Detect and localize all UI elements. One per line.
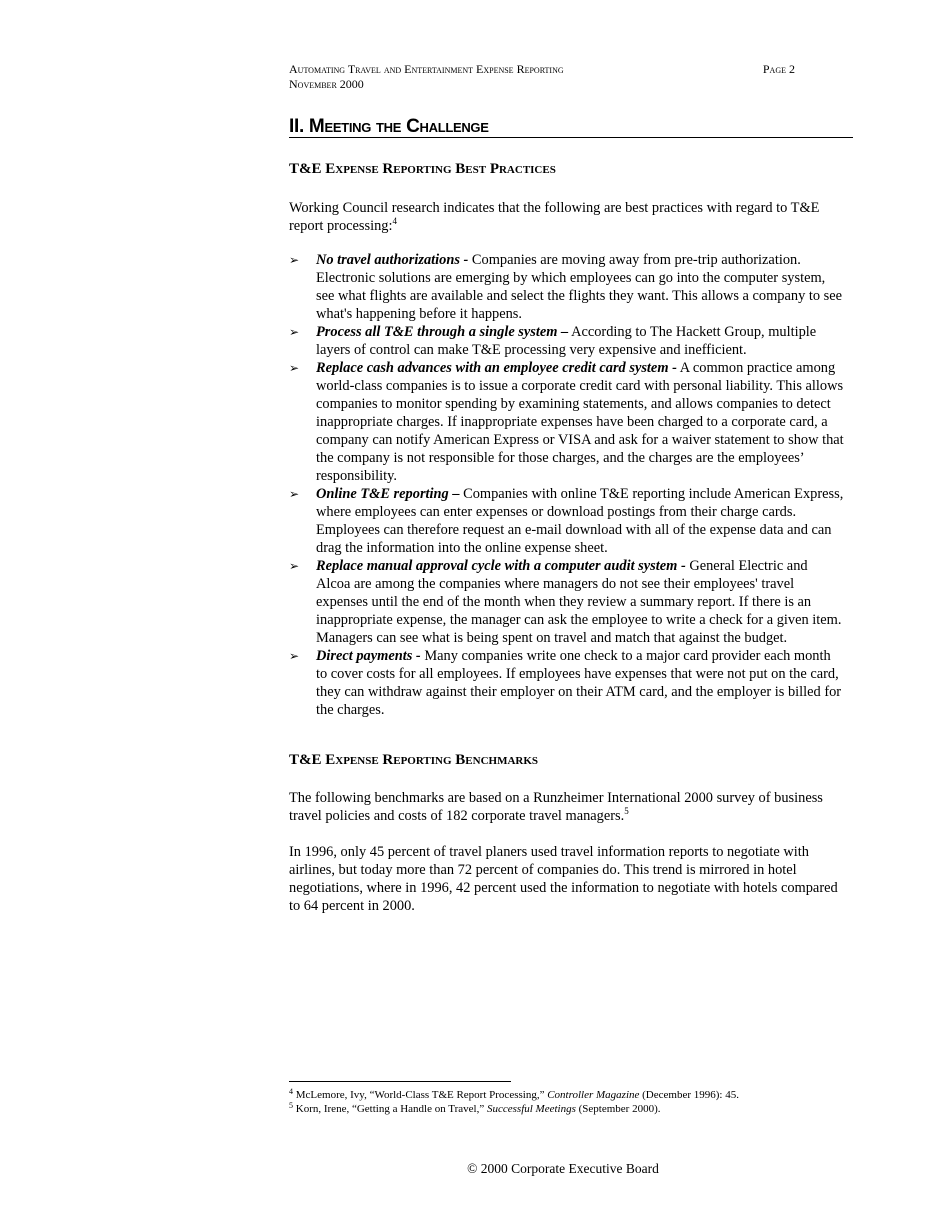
page-number: Page 2: [762, 62, 795, 76]
arrow-bullet-icon: ➢: [289, 487, 300, 501]
section-title: II. Meeting the Challenge: [289, 116, 489, 137]
item-lead: Direct payments -: [316, 648, 421, 664]
benchmarks-body: In 1996, only 45 percent of travel planers used travel information reports to negotiate with airlines, but today more than 72 percent of companies do. This trend is mirrored in hotel negotiations, where in 1996, 42 percent used the information to negotiate with hotels compared to 64 percent in 2000.: [289, 844, 838, 914]
item-text: Companies are moving away from pre-trip authorization. Electronic solutions are emerging by which employees can go into the computer system, see what flights are available and select the flights they want. This allows a company to see what's happening before it happens.: [316, 252, 843, 322]
footnote-tail: (December 1996): 45.: [639, 1089, 739, 1101]
footnote: [289, 1088, 849, 1102]
item-lead: No travel authorizations -: [316, 252, 469, 268]
footnote-text: Korn, Irene, “Getting a Handle on Travel,”: [293, 1103, 487, 1115]
item-text: General Electric and Alcoa are among the companies where managers do not see their employees' travel expenses until the end of the month when they review a summary report. If there is an inappropriate expense, the manager can ask the employee to write a check for a given item. Managers can see what is being spent on travel and match that against the budget.: [316, 558, 842, 646]
arrow-bullet-icon: ➢: [289, 361, 300, 375]
item-lead: Replace cash advances with an employee credit card system -: [316, 360, 677, 376]
arrow-bullet-icon: ➢: [289, 559, 300, 573]
header-title: Automating Travel and Entertainment Expense Reporting: [289, 62, 564, 76]
intro-text: Working Council research indicates that the following are best practices with regard to T&E report processing:: [289, 200, 820, 234]
arrow-bullet-icon: ➢: [289, 325, 300, 339]
footnote-source: Controller Magazine: [547, 1089, 640, 1101]
item-text: According to The Hackett Group, multiple layers of control can make T&E processing very expensive and inefficient.: [316, 324, 817, 358]
best-practices-heading: T&E Expense Reporting Best Practices: [289, 161, 556, 177]
list-item: [289, 557, 844, 647]
title-rule: [289, 137, 853, 138]
header-date: November 2000: [289, 77, 364, 91]
best-practices-list: [289, 251, 844, 719]
running-header: [289, 62, 799, 92]
footnote-number: 5: [289, 1101, 293, 1110]
item-text: Companies with online T&E reporting include American Express, where employees can enter expenses or download postings from their charge cards. Employees can therefore request an e-mail download with all of the expense data and can drag the information into the online expense sheet.: [316, 486, 844, 556]
list-item: [289, 323, 844, 359]
footnote-source: Successful Meetings: [486, 1103, 576, 1115]
footnote-tail: (September 2000).: [575, 1103, 661, 1115]
footnote-text: McLemore, Ivy, “World-Class T&E Report Processing,”: [293, 1089, 548, 1101]
footnote-number: 4: [289, 1087, 293, 1096]
benchmarks-intro: [289, 789, 844, 825]
arrow-bullet-icon: ➢: [289, 649, 300, 663]
footnote-ref-5[interactable]: 5: [624, 806, 629, 816]
arrow-bullet-icon: ➢: [289, 253, 300, 267]
item-text: Many companies write one check to a major card provider each month to cover costs for all employees. If employees have expenses that were not put on the card, they can withdraw against their employer on their ATM card, and the employer is billed for the charges.: [316, 648, 842, 718]
footnotes: [289, 1088, 849, 1116]
list-item: [289, 647, 844, 719]
footnote: [289, 1102, 849, 1116]
item-lead: Process all T&E through a single system –: [316, 324, 569, 340]
page-footer: © 2000 Corporate Executive Board: [467, 1161, 659, 1176]
item-lead: Online T&E reporting –: [316, 486, 460, 502]
list-item: [289, 485, 844, 557]
footnote-ref-4[interactable]: 4: [392, 216, 398, 226]
benchmarks-heading: T&E Expense Reporting Benchmarks: [289, 752, 539, 768]
footnote-separator: [289, 1081, 511, 1082]
item-lead: Replace manual approval cycle with a computer audit system -: [316, 558, 686, 574]
best-practices-intro: [289, 199, 844, 235]
list-item: [289, 251, 844, 323]
item-text: A common practice among world-class companies is to issue a corporate credit card with personal liability. This allows companies to monitor spending by examining statements, and allows companies to detect inappropriate charges. If inappropriate expenses have been charged to a corporate card, a company can notify American Express or VISA and ask for a waiver statement to show that the company is not responsible for those charges, and the charges are the employees’ responsibility.: [316, 360, 844, 484]
list-item: [289, 359, 844, 485]
benchmarks-intro-text: The following benchmarks are based on a Runzheimer International 2000 survey of business travel policies and costs of 182 corporate travel managers.: [289, 790, 823, 824]
